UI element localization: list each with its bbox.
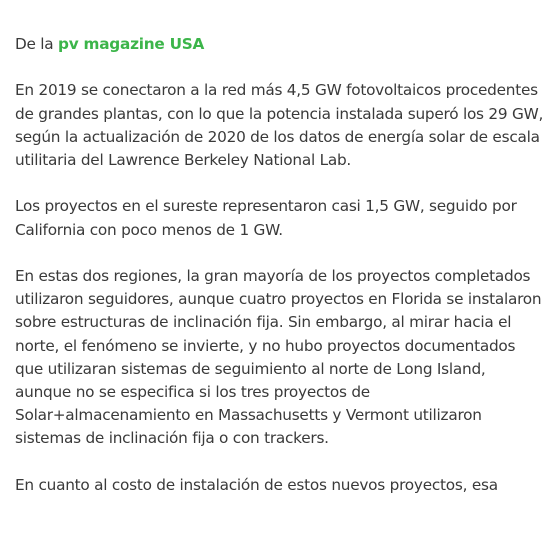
paragraph-3: En estas dos regiones, la gran mayoría de los proyectos completados utilizaron seguidores, aunque cuatro proyectos en Florida se instalaron sobre estructuras de inclinación fija. Sin embargo, al mirar hacia el norte, el fenómeno se invierte, y no hubo proyectos documentados que utilizaran sistemas de seguimiento al norte de Long Island, aunque no se especifica si los tres proyectos de Solar+almacenamiento en Massachusetts y Vermont utilizaron sistemas de inclinación fija o con trackers. [15,266,542,448]
source-attribution [15,33,546,56]
paragraph-2: Los proyectos en el sureste representaron casi 1,5 GW, seguido por California con poco menos de 1 GW. [15,197,517,239]
source-link[interactable]: pv magazine USA [58,35,205,53]
source-prefix: De la [15,35,59,53]
paragraph-1: En 2019 se conectaron a la red más 4,5 GW fotovoltaicos procedentes de grandes plantas, con lo que la potencia instalada superó los 29 GW, según la actualización de 2020 de los datos de energía solar de escala utilitaria del Lawrence Berkeley National Lab. [15,81,544,169]
paragraph-4: En cuanto al costo de instalación de estos nuevos proyectos, esa [15,475,498,494]
